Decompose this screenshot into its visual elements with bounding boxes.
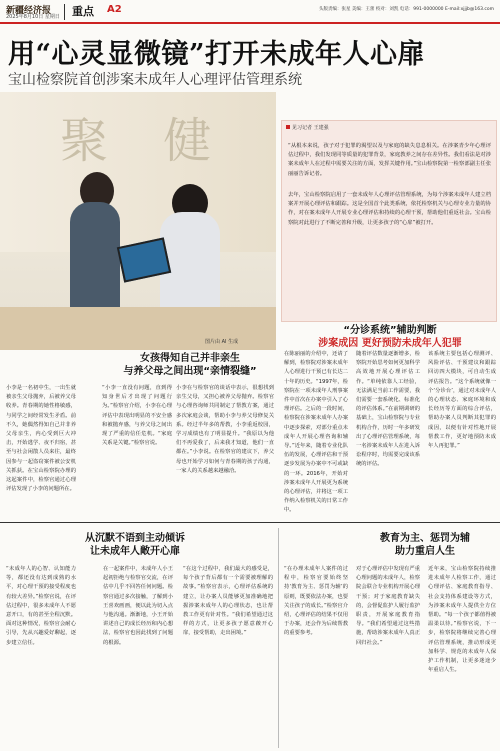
editor-credits: 头版责编：张星 美编：王蕾 校对：刘凯 电话：991-0000000 E-mail:xjjjb@163.com <box>319 7 494 12</box>
column-rule <box>278 528 279 748</box>
header-divider <box>64 4 65 20</box>
article-column: 随着评估数量逐渐增多，检察院开始思考如何更加科学高效地开展心理评估工作。“单纯依靠人工经验，无法满足当前工作需要，我们需要一套系统化、标准化的评估体系。”在前期调研的基础上，宝山检察院与专业机构合作，历时一年多研发出了心理评估管理系统，每一名涉案未成年人在进入诉讼程序时，均需要完成该系统的评估。 <box>356 351 420 468</box>
intro-paragraph: “从根本来说，孩子对于犯罪的渴望以及与家庭的缺失息息相关。在涉案青少年心理评估过程中，我们发现同等质量的犯罪背景，家庭教养之间存在差异性。我们看法是对涉案未成年人在过程中需要关注的方面，发挥关键作用。”宝山检察院第一检察部副主任张丽丽告诉记者。 <box>288 143 491 177</box>
section-divider <box>0 522 500 523</box>
section-heading: 从沉默不语到主动倾诉 让未成年人敞开心扉 <box>85 533 185 557</box>
article-column: 该系统主要包括心理测评、风险评估、干预建议和跟踪回访四大模块，可自动生成评估报告。“这个系统就像一个‘分诊台’，通过对未成年人的心理状态、家庭环境和成长经历等方面的综合评估，帮助办案人员判断其犯罪的成因，以便有针对性地开展帮教工作，更好地预防未成年人再犯罪。” <box>428 351 496 450</box>
section-heading: 教育为主、惩罚为辅 助力重启人生 <box>380 533 470 557</box>
article-column: 小李是一名初中生，一出生就被亲生父母抛弃，后被养父母收养。青春期的她性格敏感，与同学之间经常发生矛盾。前不久，她偶然得知自己并非养父母亲生，内心受到巨大冲击，开始逃学、夜不归宿，甚至与社会闲散人员来往，最终因参与一起盗窃案件被公安机关抓获。在宝山检察院办理的这起案件中，检察官通过心理评估发现了小李的问题所在。 <box>6 385 76 493</box>
page-subheadline: 宝山检察院首创涉案未成年人心理评估管理系统 <box>8 72 302 88</box>
page-headline: 用“心灵显微镜”打开未成年人心扉 <box>8 39 426 70</box>
issue-date: 2025年8月10日 星期日 <box>6 14 60 20</box>
article-column: “小李一直没有问题，直到得知身世后才出现了问题行为。”检察官介绍，小李在心理评估中表现出明显的不安全感和被抛弃感，与养父母之间出现了严重的信任危机。“家庭关系是关键。”检察官说。 <box>102 385 172 447</box>
header-rule <box>0 22 500 24</box>
photo-caption: 图片由 AI 生成 <box>205 339 239 345</box>
intro-paragraph: 去年，宝山检察院启用了一套未成年人心理评估管理系统，为每个涉案未成年人建立档案并开展心理评估和跟踪。这是全国首个此类系统，依托检察机关与心理专业力量的协作，对在案未成年人开展专业心理评估和持续的心理干预，帮助他们重返社会。宝山检察院对此进行了不断完善和升级，让更多孩子的“心扉”被打开。 <box>288 192 491 226</box>
page-number: A2 <box>107 4 122 15</box>
article-column: “未成年人的心智、认知能力等，都还没有达到成熟的水平，对心理干预的接受程度也有较大差异。”检察官说，在评估过程中，很多未成年人不愿意开口，有的甚至全程沉默。面对这种情况，检察官会耐心引导，先从兴趣爱好聊起，逐步建立信任。 <box>6 566 76 646</box>
newspaper-name: 新疆经济报 <box>6 6 52 16</box>
article-column: 对于心理评估中发现有严重心理问题的未成年人，检察院会联合专业机构开展心理干预；对于家庭教育缺失的，会督促监护人履行监护职责，开展家庭教育指导。“我们希望通过这些措施，帮助涉案未成年人真正回归社会。” <box>356 566 420 646</box>
section-heading: “分诊系统”辅助判断 涉案成因 更好预防未成年人犯罪 <box>318 325 462 349</box>
article-column: 在一起案件中，未成年人小王起初拒绝与检察官交流，在评估中几乎不回答任何问题。检察官通过多次接触，了解到小王喜欢画画，便以此为切入点与他沟通。渐渐地，小王开始讲述自己的成长经历和内心想法，检察官也因此找到了问题的根源。 <box>103 566 173 646</box>
byline: 见习记者 王建强 <box>286 124 329 131</box>
article-column: “在办理未成年人案件的过程中，检察官要始终坚持‘教育为主、惩罚为辅’的原则，既要依法办案，也要关注孩子的成长。”检察官介绍，心理评估的结果不仅用于办案，还会作为后续帮教的重要参考。 <box>284 566 348 637</box>
section-heading: 女孩得知自己并非亲生 与养父母之间出现“亲情裂缝” <box>123 353 257 377</box>
article-column: “在这个过程中，我们最大的感受是，每个孩子背后都有一个需要被理解的故事。”检察官表示，心理评估系统的建立，让办案人员能够更加准确地把握涉案未成年人的心理状态，也让帮教工作更有针对性。“我们希望通过这样的方式，让更多孩子愿意敞开心扉，接受帮助，走出困境。” <box>183 566 273 637</box>
article-photo <box>0 92 276 350</box>
article-column: 小李在与检察官的谈话中表示，很想找到亲生父母，又担心被养父母抛弃。检察官与心理咨询师共同制定了帮教方案，通过多次家庭会谈，帮助小李与养父母修复关系。经过半年多的帮教，小李重返校园，学习成绩也有了明显提升。“我原以为他们不再爱我了，后来我才知道，他们一直都在。”小李说。在检察官的建议下，养父母也开始学习如何与青春期的孩子沟通，一家人的关系越来越融洽。 <box>176 385 274 474</box>
article-column: 近年来，宝山检察院持续推进未成年人检察工作，通过心理评估、家庭教育指导、社会支持体系建设等方式，为涉案未成年人提供全方位帮助。“每一个孩子都值得被温柔以待。”检察官说，下一步，检察院将继续完善心理评估管理系统，推动形成更加科学、规范的未成年人保护工作机制，让更多迷途少年重启人生。 <box>428 566 496 674</box>
section-label: 重点 <box>72 5 94 18</box>
square-icon <box>286 125 290 129</box>
photo-wall-text: 聚 健 <box>60 113 232 169</box>
article-column: 在陈丽丽的介绍中，还请了解到，检察院对涉案未成年人心理进行干预已有长达二十年的历史。“1997年，检察院在一项未成年人刑事案件中首次在办案中引入了心理评估。之后的一段时间，检察院在涉案未成年人办案中逐步探索，对部分重点未成年人开展心理咨询和辅导。”近年来，随着专业化队伍的发展，心理评估和干预逐步发展为办案中不可或缺的一环。2016年，开始对涉案未成年人开展更为系统的心理评估，并将这一项工作纳入检察机关的日常工作中。 <box>284 351 348 514</box>
